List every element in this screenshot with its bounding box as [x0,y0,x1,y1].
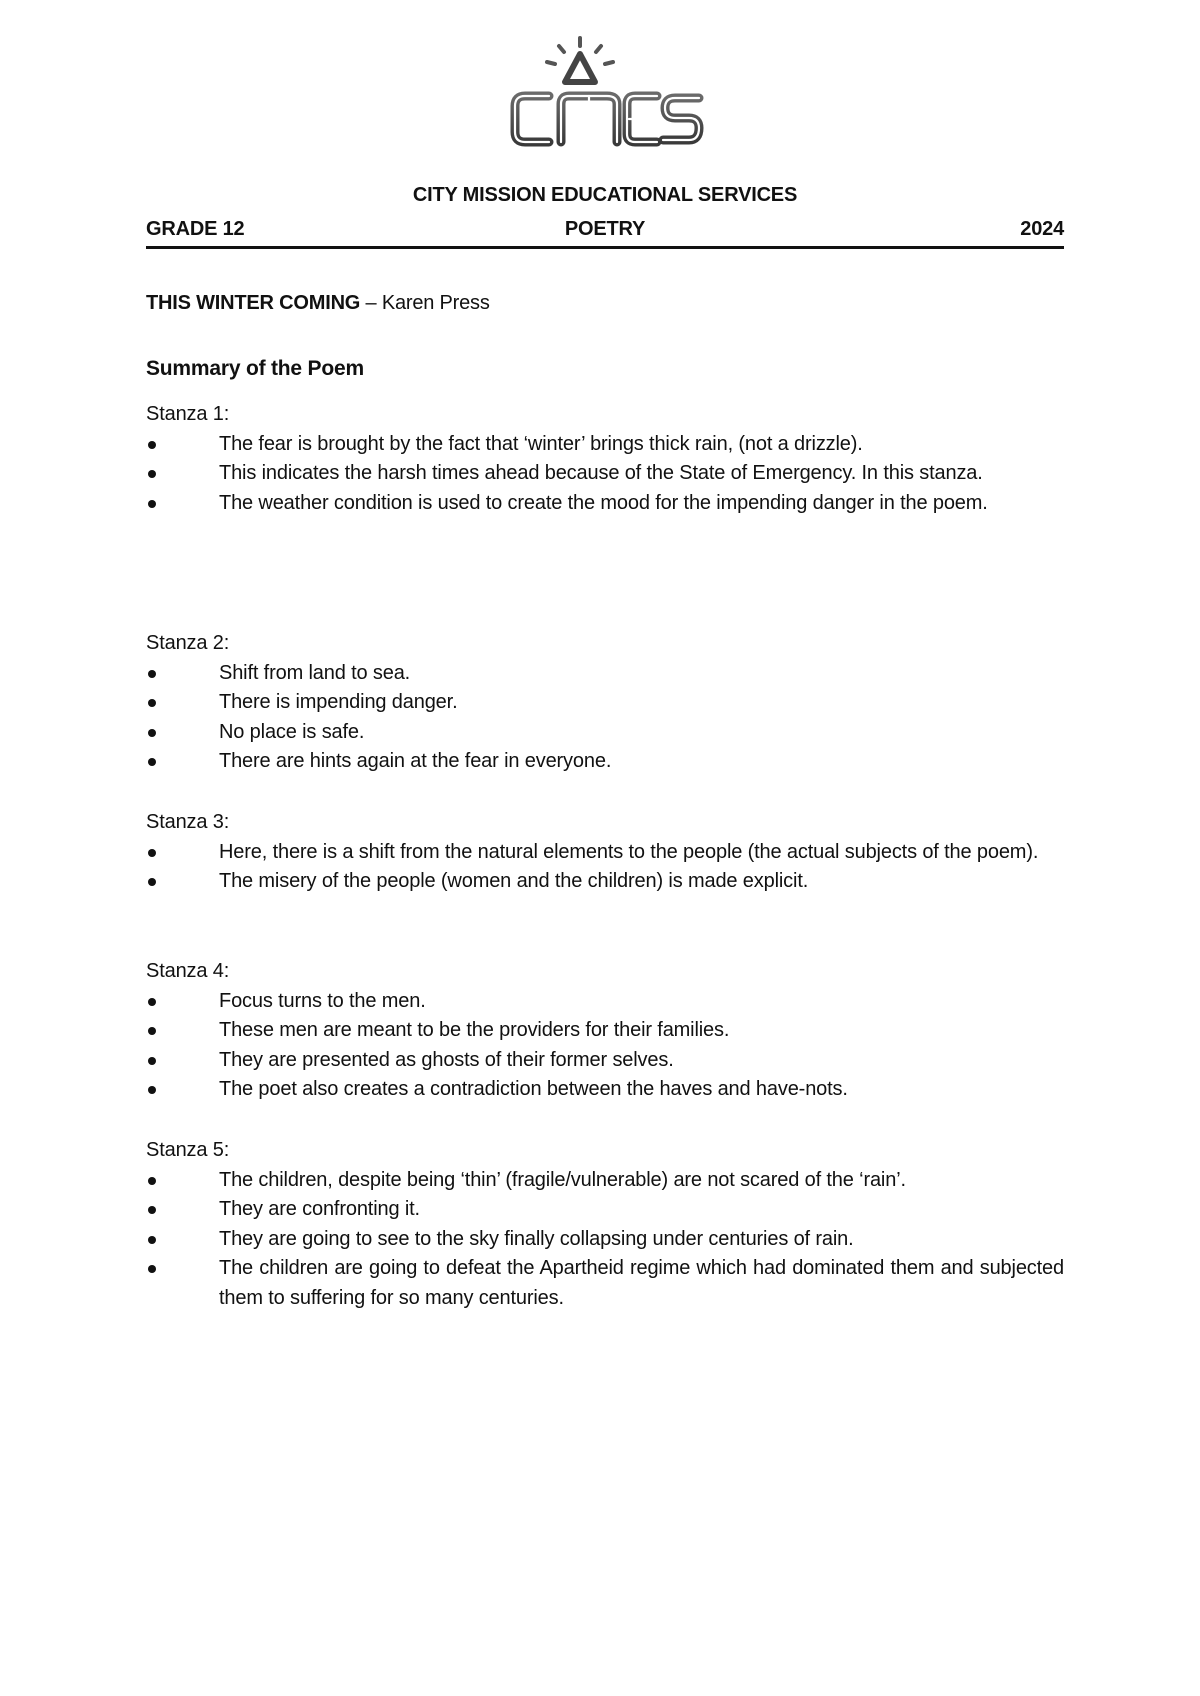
list-item: The misery of the people (women and the children) is made explicit. [146,867,1064,897]
bullet-icon [148,1236,156,1244]
list-item: Shift from land to sea. [146,659,1064,689]
list-item: Here, there is a shift from the natural elements to the people (the actual subjects of the poem). [146,838,1064,868]
stanza-section [146,1136,1064,1313]
bullet-icon [148,441,156,449]
list-item: The fear is brought by the fact that ‘winter’ brings thick rain, (not a drizzle). [146,430,1064,460]
bullet-icon [148,1177,156,1185]
poem-title-line [146,292,490,315]
stanza-section [146,808,1064,897]
stanza-section [146,957,1064,1105]
stanza-section [146,629,1064,777]
list-item: These men are meant to be the providers for their families. [146,1016,1064,1046]
stanza-label: Stanza 2: [146,632,230,654]
stanza-label: Stanza 1: [146,403,230,425]
stanza-points [146,430,1064,519]
bullet-icon [148,1265,156,1273]
list-item: The weather condition is used to create the mood for the impending danger in the poem. [146,489,1064,519]
bullet-icon [148,998,156,1006]
stanza-points [146,838,1064,897]
stanza-section [146,400,1064,518]
list-item: The poet also creates a contradiction between the haves and have-nots. [146,1075,1064,1105]
list-item: The children are going to defeat the Apartheid regime which had dominated them and subjected them to suffering for so many centuries. [146,1254,1064,1313]
list-item: The children, despite being ‘thin’ (fragile/vulnerable) are not scared of the ‘rain’. [146,1166,1064,1196]
list-item: Focus turns to the men. [146,987,1064,1017]
summary-heading: Summary of the Poem [146,357,364,380]
list-item: They are presented as ghosts of their former selves. [146,1046,1064,1076]
stanza-label: Stanza 3: [146,811,230,833]
list-item: They are confronting it. [146,1195,1064,1225]
stanza-points [146,659,1064,777]
document-page [146,0,1064,1696]
organization-name: CITY MISSION EDUCATIONAL SERVICES [412,184,798,206]
stanza-label: Stanza 4: [146,960,230,982]
subject-label: POETRY [564,218,646,240]
bullet-icon [148,1027,156,1035]
stanza-label: Stanza 5: [146,1139,230,1161]
grade-label: GRADE 12 [146,218,245,240]
bullet-icon [148,1206,156,1214]
bullet-icon [148,500,156,508]
bullet-icon [148,670,156,678]
bullet-icon [148,1086,156,1094]
bullet-icon [148,470,156,478]
list-item: There is impending danger. [146,688,1064,718]
list-item: This indicates the harsh times ahead because of the State of Emergency. In this stanza. [146,459,1064,489]
stanza-points [146,1166,1064,1314]
bullet-icon [148,878,156,886]
bullet-icon [148,729,156,737]
stanza-points [146,987,1064,1105]
bullet-icon [148,849,156,857]
poem-author: Karen Press [381,292,490,314]
cmes-logo [507,34,707,154]
list-item: There are hints again at the fear in everyone. [146,747,1064,777]
document-header [146,218,1064,244]
bullet-icon [148,1057,156,1065]
bullet-icon [148,758,156,766]
year-label: 2024 [1020,218,1064,240]
list-item: No place is safe. [146,718,1064,748]
title-separator: – [360,292,382,314]
bullet-icon [148,699,156,707]
list-item: They are going to see to the sky finally collapsing under centuries of rain. [146,1225,1064,1255]
poem-title: THIS WINTER COMING [146,292,361,314]
header-divider [146,246,1064,249]
